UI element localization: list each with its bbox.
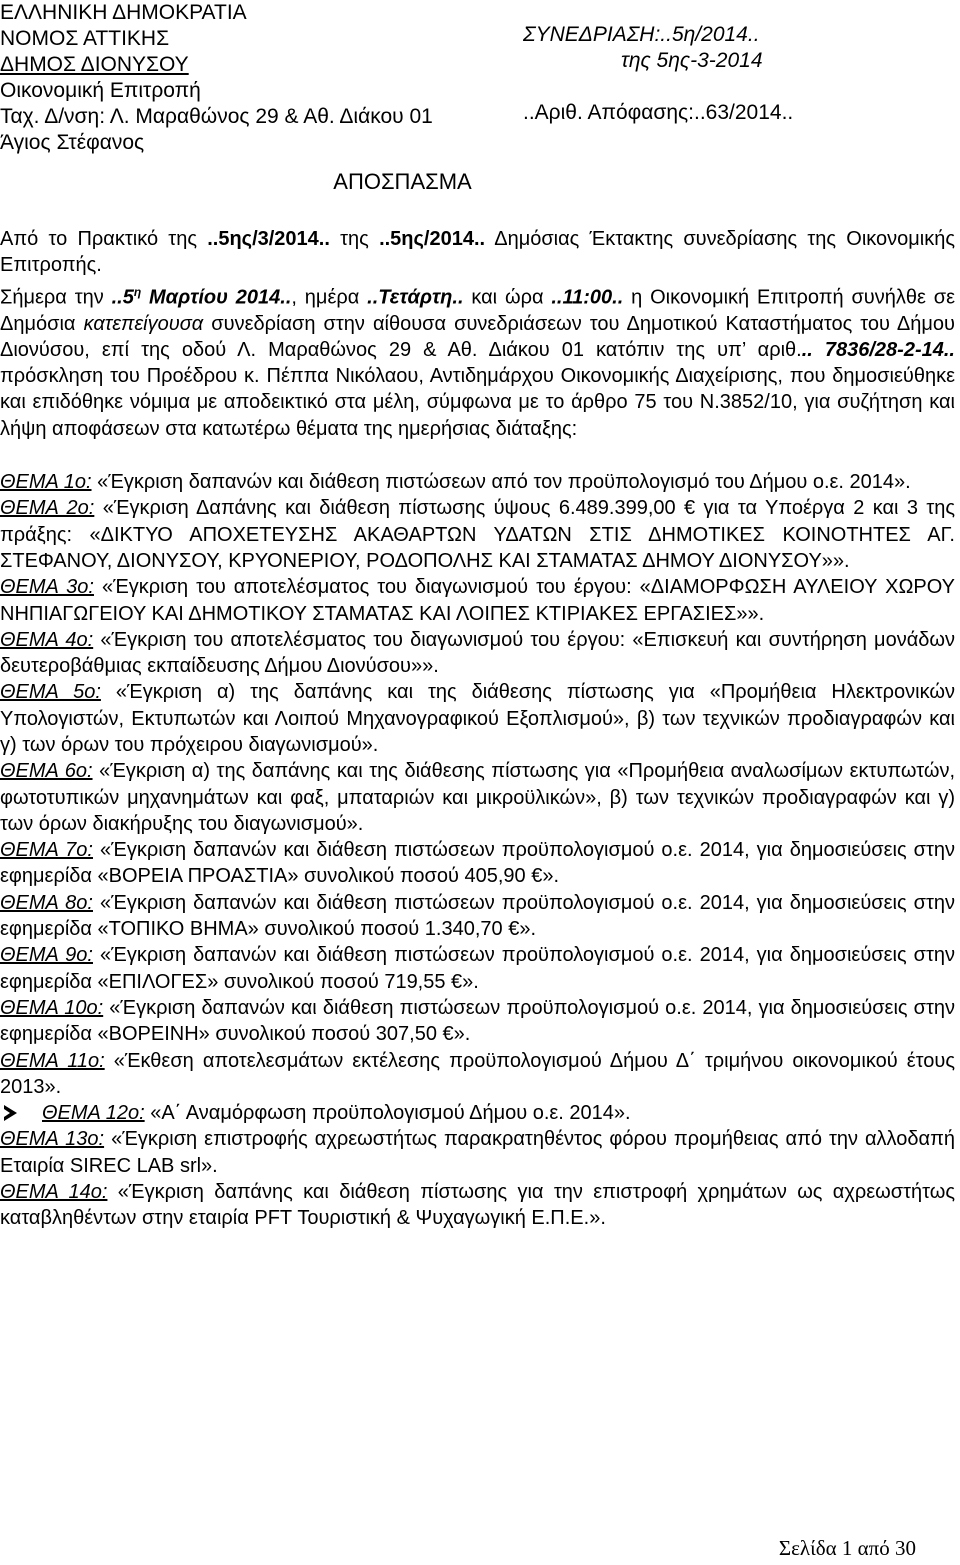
agenda-item: ΘΕΜΑ 1ο: «Έγκριση δαπανών και διάθεση πιστώσεων από τον προϋπολογισμό του Δήμου ο.ε. 2014». (0, 471, 911, 494)
agenda-item: ΘΕΜΑ 14ο: «Έγκριση δαπάνης και διάθεση πίστωσης για την επιστροφή χρημάτων ως αχρεωστήτως καταβληθέντων στην εταιρία PFT Τουριστική & Ψυχαγωγική Ε.Π.Ε.». (0, 1181, 955, 1230)
agenda-item: ΘΕΜΑ 3ο: «Έγκριση του αποτελέσματος του διαγωνισμού του έργου: «ΔΙΑΜΟΡΦΩΣΗ ΑΥΛΕΙΟΥ ΧΩΡΟΥ ΝΗΠΙΑΓΩΓΕΙΟΥ ΚΑΙ ΔΗΜΟΤΙΚΟΥ ΣΤΑΜΑΤΑΣ ΚΑΙ ΛΟΙΠΕΣ ΚΤΙΡΙΑΚΕΣ ΕΡΓΑΣΙΕΣ»». (0, 576, 955, 625)
header-session (523, 22, 813, 124)
header-issuer (0, 0, 433, 156)
agenda-item: ΘΕΜΑ 6ο: «Έγκριση α) της δαπάνης και της διάθεσης πίστωσης για «Προμήθεια αναλωσίμων εκτυπωτών, φωτοτυπικών μηχανημάτων και φαξ, μπαταριών και μικροϋλικών», β) των τεχνικών προδιαγραφών και γ) των όρων διακήρυξης του διαγωνισμού». (0, 760, 956, 835)
header-line: Ταχ. Δ/νση: Λ. Μαραθώνος 29 & Αθ. Διάκου 01 (0, 105, 433, 128)
decision-number: ..Αριθ. Απόφασης:..63/2014.. (523, 101, 794, 124)
meeting-paragraph: Σήμερα την $..5^\eta$ Μαρτίου 2014.., ημέρα ..Τετάρτη.. και ώρα ..11:00.. η Οικονομική Επιτροπή συνήλθε σε Δημόσια κατεπείγουσα συνεδρίαση στην αίθουσα συνεδριάσεων του Δημοτικού Καταστήματος του Δήμου Διονύσου, επί της οδού Λ. Μαραθώνος 29 & Αθ. Διάκου 01 κατόπιν της υπ’ αριθ... 7836/28-2-14.. πρόσκληση του Προέδρου κ. Πέππα Νικόλαου, Αντιδημάρχου Οικονομικής Διαχείρισης, που δημοσιεύθηκε και επιδόθηκε νόμιμα με αποδεικτικό στα μέλη, σύμφωνα με το άρθρο 75 του Ν.3852/10, για συζήτηση και λήψη αποφάσεων στα κατωτέρω θέματα της ημερήσιας διάταξης: (0, 284, 955, 440)
page-number: Σελίδα 1 από 30 (778, 1536, 916, 1560)
session-number: ΣΥΝΕΔΡΙΑΣΗ:..5η/2014.. (523, 23, 760, 46)
header-line: ΕΛΛΗΝΙΚΗ ΔΗΜΟΚΡΑΤΙΑ (0, 1, 247, 24)
agenda-item: ΘΕΜΑ 2ο: «Έγκριση Δαπάνης και διάθεση πίστωσης ύψους 6.489.399,00 € για τα Υποέργα 2 και 3 της πράξης: «ΔΙΚΤΥΟ ΑΠΟΧΕΤΕΥΣΗΣ ΑΚΑΘΑΡΤΩΝ ΥΔΑΤΩΝ ΣΤΙΣ ΔΗΜΟΤΙΚΕΣ ΚΟΙΝΟΤΗΤΕΣ ΑΓ. ΣΤΕΦΑΝΟΥ, ΔΙΟΝΥΣΟΥ, ΚΡΥΟΝΕΡΙΟΥ, ΡΟΔΟΠΟΛΗΣ ΚΑΙ ΣΤΑΜΑΤΑΣ ΔΗΜΟΥ ΔΙΟΝΥΣΟΥ»». (0, 497, 955, 572)
header-line: ΝΟΜΟΣ ΑΤΤΙΚΗΣ (0, 27, 170, 50)
document-body (0, 226, 955, 1232)
agenda-item: ΘΕΜΑ 8ο: «Έγκριση δαπανών και διάθεση πιστώσεων προϋπολογισμού ο.ε. 2014, για δημοσιεύσεις στην εφημερίδα «ΤΟΠΙΚΟ ΒΗΜΑ» συνολικού ποσού 1.340,70 €». (0, 891, 955, 941)
agenda-item: ΘΕΜΑ 5ο: «Έγκριση α) της δαπάνης και της διάθεσης πίστωσης για «Προμήθεια Ηλεκτρονικών Υπολογιστών, Εκτυπωτών και Λοιπού Μηχανογραφικού Εξοπλισμού», β) των τεχνικών προδιαγραφών και γ) των όρων του πρόχειρου διαγωνισμού». (0, 681, 955, 756)
agenda-item: ΘΕΜΑ 9ο: «Έγκριση δαπανών και διάθεση πιστώσεων προϋπολογισμού ο.ε. 2014, για δημοσιεύσεις στην εφημερίδα «ΕΠΙΛΟΓΕΣ» συνολικού ποσού 719,55 €». (0, 944, 955, 993)
agenda-item: ΘΕΜΑ 4ο: «Έγκριση του αποτελέσματος του διαγωνισμού του έργου: «Επισκευή και συντήρηση μονάδων δευτεροβάθμιας εκπαίδευσης Δήμου Διονύσου»». (0, 628, 956, 678)
agenda-item: ΘΕΜΑ 13ο: «Έγκριση επιστροφής αχρεωστήτως παρακρατηθέντος φόρου προμήθειας από την αλλοδαπή Εταιρία SIREC LAB srl». (0, 1128, 955, 1177)
agenda-item: ΘΕΜΑ 11ο: «Έκθεση αποτελεσμάτων εκτέλεσης προϋπολογισμού Δήμου Δ΄ τριμήνου οικονομικού έτους 2013». (0, 1049, 955, 1098)
intro-paragraph: Από το Πρακτικό της ..5ης/3/2014.. της ..5ης/2014.. Δημόσιας Έκτακτης συνεδρίασης της Οικονομικής Επιτροπής. (0, 228, 955, 277)
document-title: ΑΠΟΣΠΑΣΜΑ (333, 169, 472, 194)
agenda-item: ΘΕΜΑ 12ο: «Α΄ Αναμόρφωση προϋπολογισμού Δήμου ο.ε. 2014». (0, 1100, 955, 1126)
header-line: Άγιος Στέφανος (0, 131, 145, 154)
header-line: ΔΗΜΟΣ ΔΙΟΝΥΣΟΥ (0, 53, 189, 76)
arrow-bullet-icon (4, 1105, 17, 1121)
session-date: της 5ης-3-2014 (621, 49, 763, 72)
agenda-item: ΘΕΜΑ 10ο: «Έγκριση δαπανών και διάθεση πιστώσεων προϋπολογισμού ο.ε. 2014, για δημοσιεύσεις στην εφημερίδα «ΒΟΡΕΙΝΗ» συνολικού ποσού 307,50 €». (0, 996, 955, 1046)
header-line: Οικονομική Επιτροπή (0, 79, 201, 102)
spacer (0, 442, 955, 469)
agenda-item: ΘΕΜΑ 7ο: «Έγκριση δαπανών και διάθεση πιστώσεων προϋπολογισμού ο.ε. 2014, για δημοσιεύσεις στην εφημερίδα «ΒΟΡΕΙΑ ΠΡΟΑΣΤΙΑ» συνολικού ποσού 405,90 €». (0, 839, 955, 888)
